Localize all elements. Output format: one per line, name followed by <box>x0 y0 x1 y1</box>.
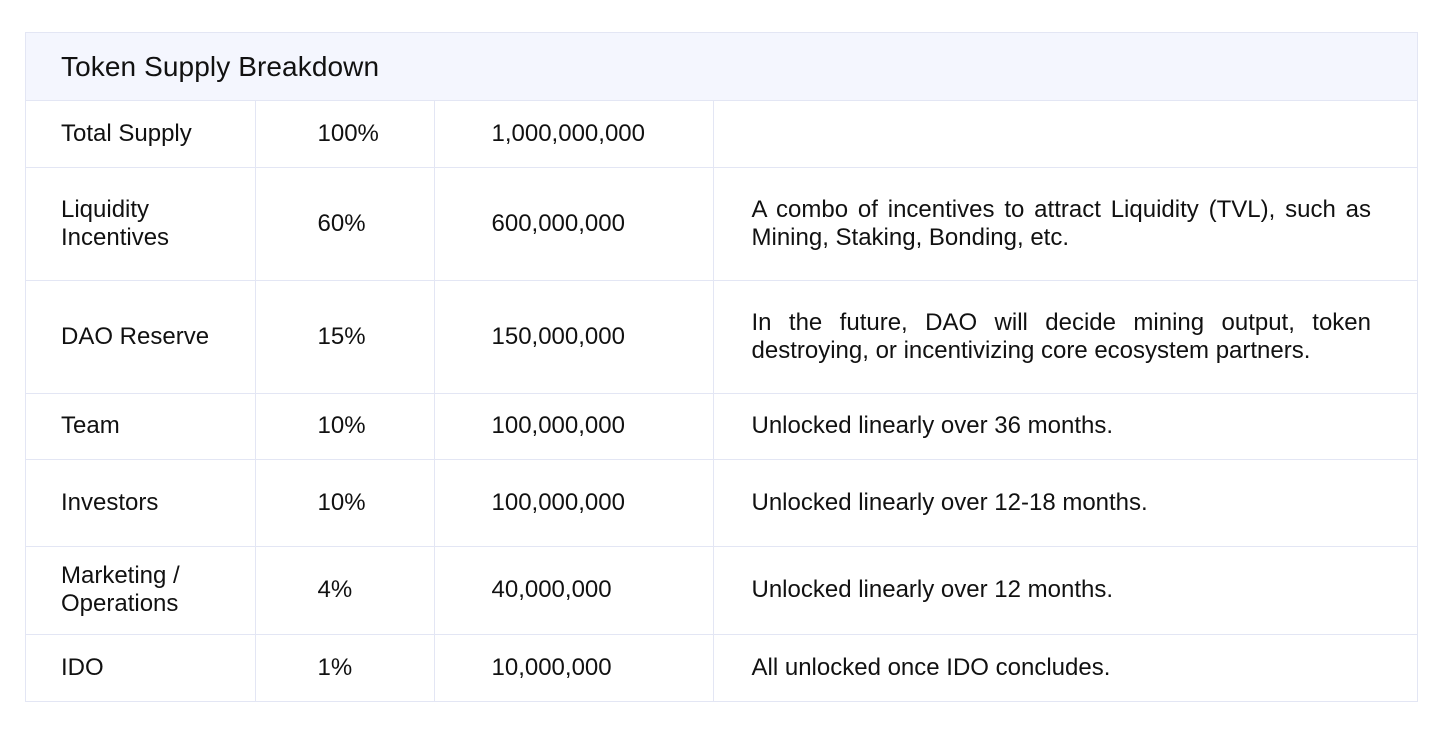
amount-cell: 600,000,000 <box>434 167 713 280</box>
table-row <box>26 167 1417 280</box>
table-row <box>26 634 1417 701</box>
category-cell: Team <box>26 393 255 459</box>
category-cell: DAO Reserve <box>26 280 255 393</box>
amount-cell: 100,000,000 <box>434 459 713 546</box>
category-cell: Liquidity Incentives <box>26 167 255 280</box>
category-cell: Investors <box>26 459 255 546</box>
description-cell: In the future, DAO will decide mining output, token destroying, or incentivizing core ecosystem partners. <box>713 280 1417 393</box>
table-row <box>26 393 1417 459</box>
amount-cell: 150,000,000 <box>434 280 713 393</box>
description-cell: Unlocked linearly over 12-18 months. <box>713 459 1417 546</box>
table-row <box>26 101 1417 167</box>
description-cell: All unlocked once IDO concludes. <box>751 653 1111 681</box>
description-cell <box>713 101 1417 167</box>
amount-cell: 1,000,000,000 <box>434 101 713 167</box>
category-cell: Total Supply <box>26 101 255 167</box>
percent-cell: 10% <box>255 393 434 459</box>
category-cell: Marketing / Operations <box>26 546 255 634</box>
table-row <box>26 546 1417 634</box>
table-row <box>26 459 1417 546</box>
token-supply-grid <box>26 101 1417 701</box>
percent-cell: 15% <box>255 280 434 393</box>
percent-cell: 60% <box>255 167 434 280</box>
table-title: Token Supply Breakdown <box>26 33 1417 101</box>
amount-cell: 10,000,000 <box>434 634 713 701</box>
amount-cell: 40,000,000 <box>434 546 713 634</box>
token-supply-table <box>25 32 1418 702</box>
percent-cell: 1% <box>255 634 434 701</box>
description-cell: Unlocked linearly over 12 months. <box>713 546 1417 634</box>
percent-cell: 4% <box>255 546 434 634</box>
description-cell: Unlocked linearly over 36 months. <box>713 393 1417 459</box>
description-cell: A combo of incentives to attract Liquidity (TVL), such as Mining, Staking, Bonding, etc. <box>713 167 1417 280</box>
category-cell: IDO <box>26 634 255 701</box>
percent-cell: 10% <box>255 459 434 546</box>
table-row <box>26 280 1417 393</box>
amount-cell: 100,000,000 <box>434 393 713 459</box>
percent-cell: 100% <box>255 101 434 167</box>
